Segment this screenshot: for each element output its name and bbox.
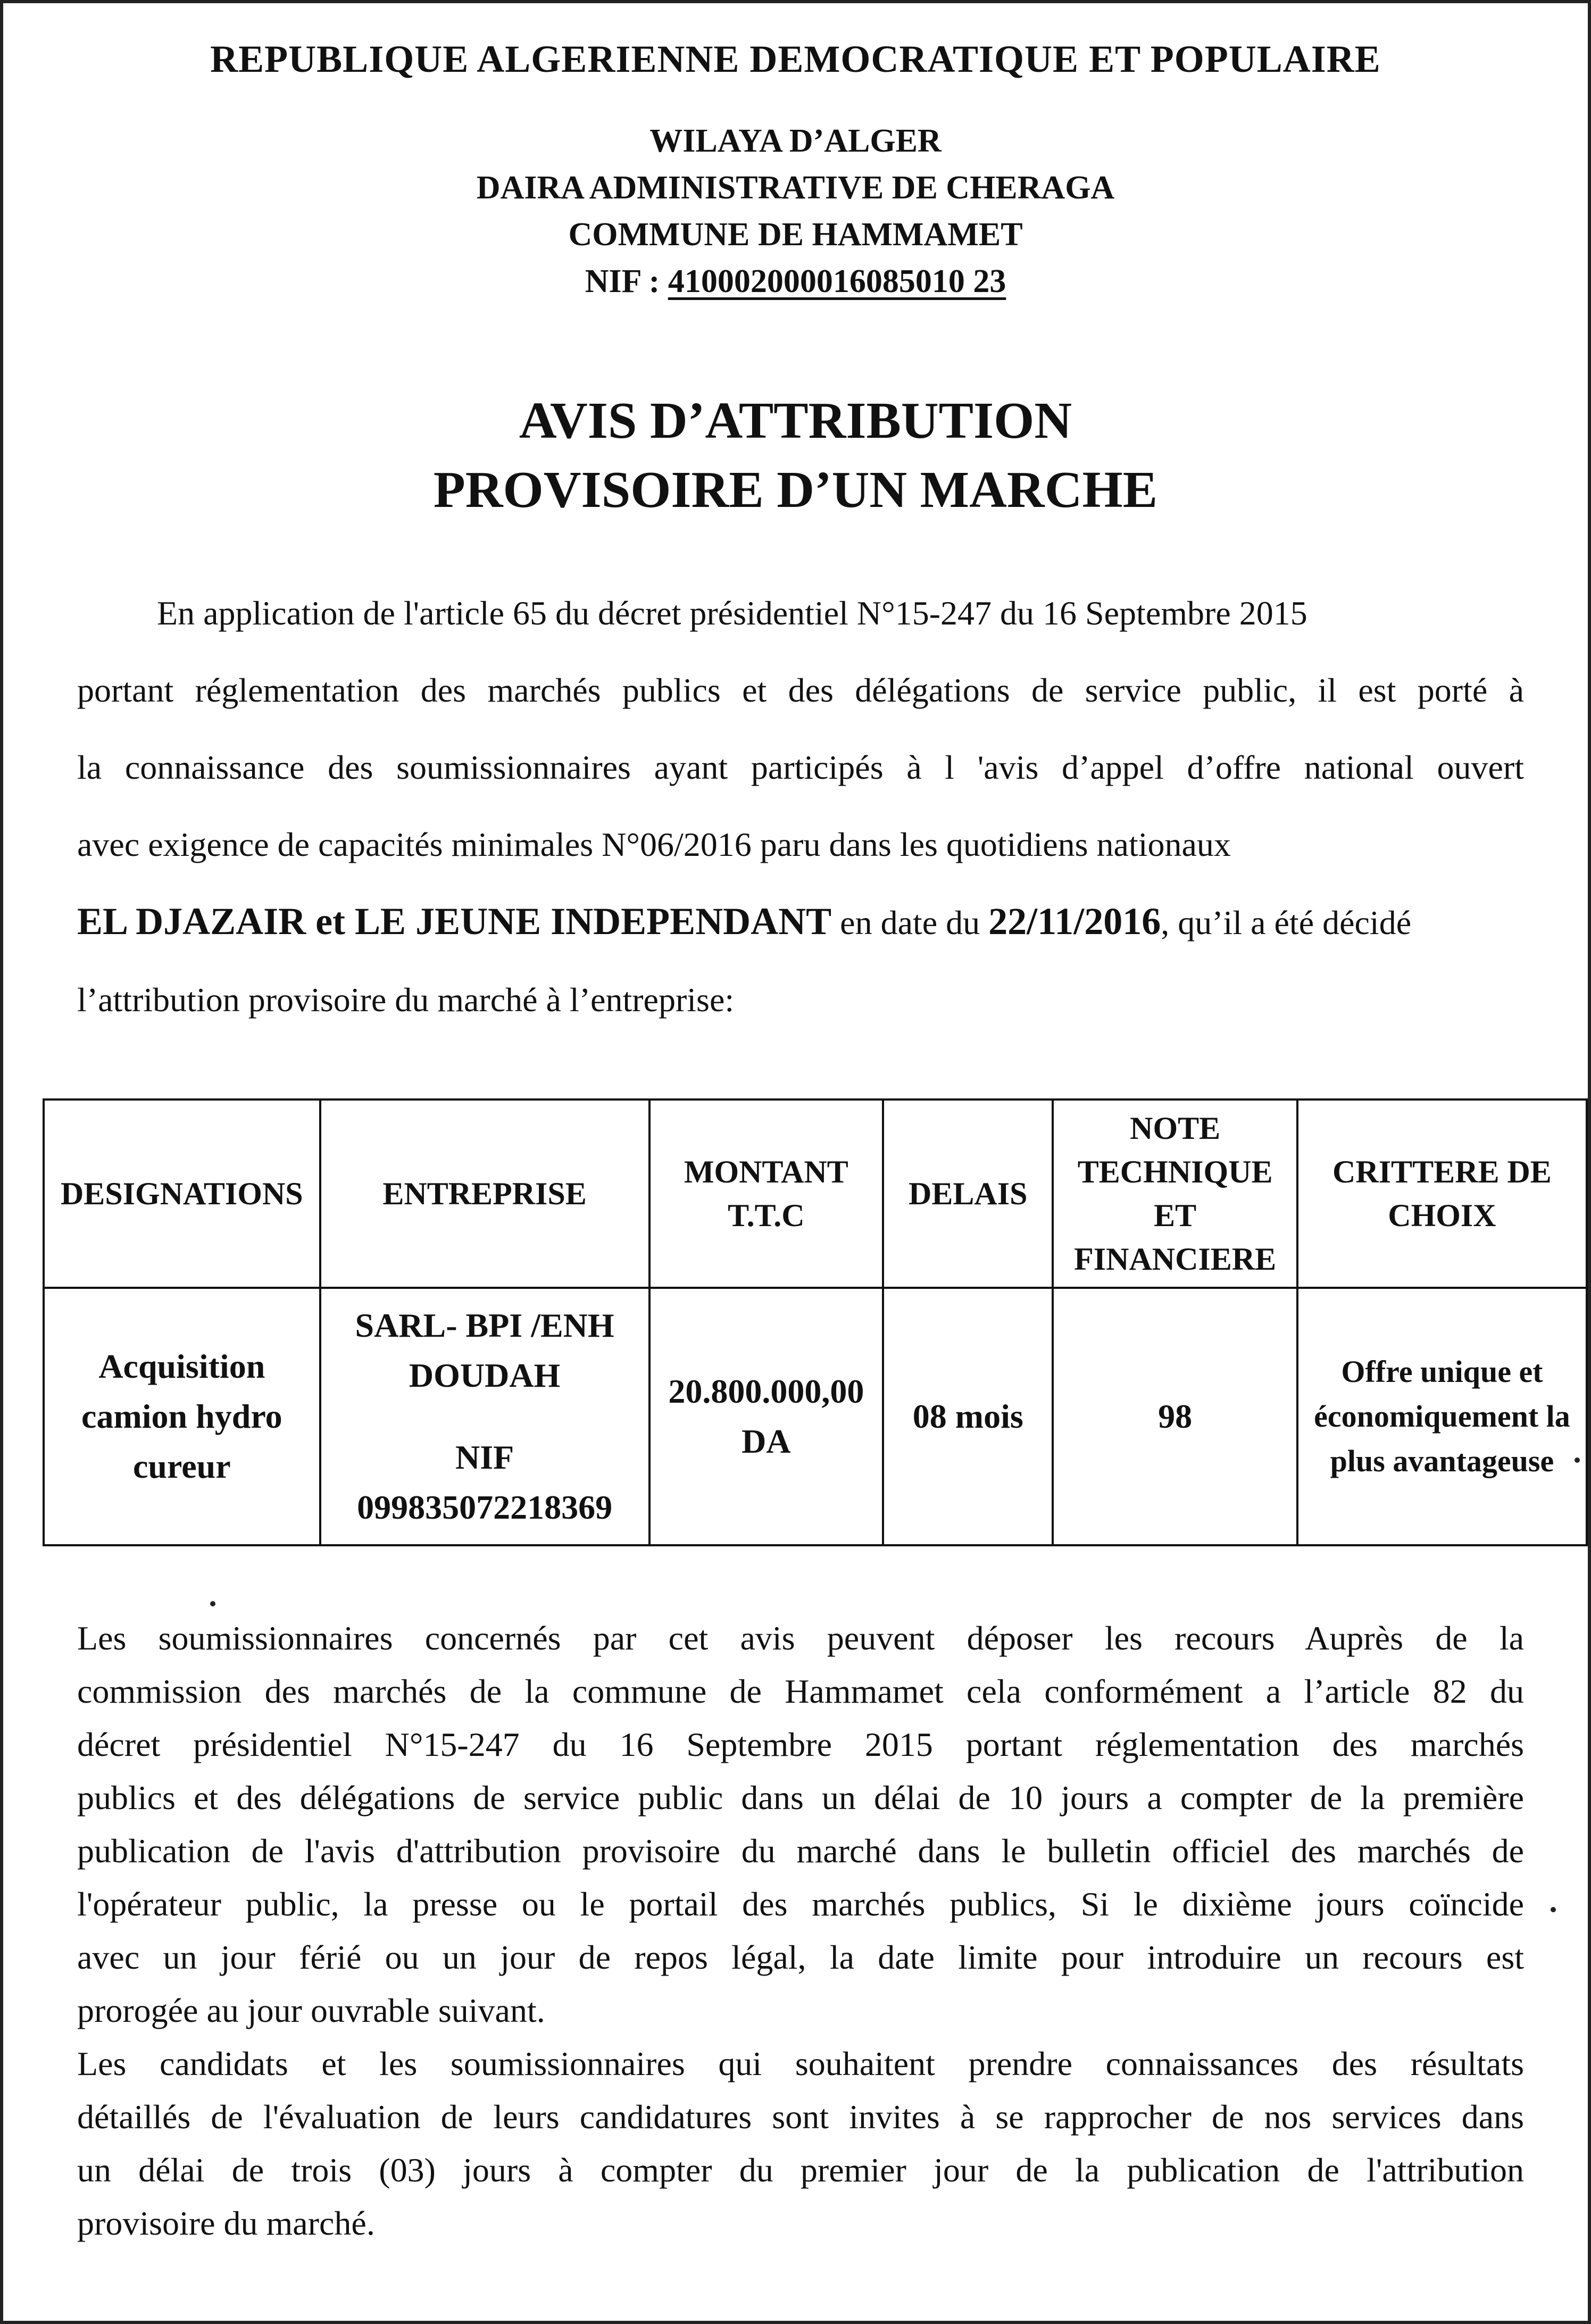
intro-paragraph — [77, 574, 1524, 1038]
intro-line-end: , qu’il a été décidé — [1161, 904, 1412, 942]
header-nif — [0, 263, 1591, 301]
table-row — [44, 1288, 1587, 1545]
newspapers-names: EL DJAZAIR et LE JEUNE INDEPENDANT — [77, 900, 832, 943]
table-header-row — [44, 1099, 1587, 1288]
page-border-left — [0, 0, 3, 2324]
header-commune: COMMUNE DE HAMMAMET — [568, 216, 1023, 253]
cell-designation: Acquisition camion hydro cureur — [44, 1288, 320, 1545]
intro-line-newspapers — [77, 883, 1524, 961]
candidats-line: provisoire du marché. — [77, 2204, 375, 2242]
candidats-line: un délai de trois (03) jours à compter du premier jour de la publication de l'attribution — [77, 2151, 1524, 2189]
recours-line: publication de l'avis d'attribution provisoire du marché dans le bulletin officiel des marchés de — [77, 1832, 1524, 1870]
recours-line: prorogée au jour ouvrable suivant. — [77, 1992, 545, 2029]
header-entreprise: ENTREPRISE — [320, 1099, 649, 1288]
page-border-bottom — [0, 2321, 1591, 2324]
nif-label: NIF : — [585, 263, 668, 299]
page-border-right — [1588, 0, 1591, 2324]
notice-title-line2: PROVISOIRE D’UN MARCHE — [433, 461, 1158, 519]
notice-title-line1: AVIS D’ATTRIBUTION — [519, 392, 1072, 449]
attribution-table — [43, 1098, 1588, 1546]
scan-speck — [1551, 1907, 1556, 1912]
header-wilaya: WILAYA D’ALGER — [649, 123, 942, 159]
entreprise-name: SARL- BPI /ENH DOUDAH — [355, 1306, 614, 1394]
intro-date-prefix: en date du — [831, 904, 989, 942]
recours-line: commission des marchés de la commune de Hammamet cela conformément a l’article 82 du — [77, 1672, 1524, 1710]
intro-line: l’attribution provisoire du marché à l’entreprise: — [77, 981, 735, 1019]
intro-line: avec exigence de capacités minimales N°06/2016 paru dans les quotidiens nationaux — [77, 826, 1231, 863]
page-border-top — [0, 0, 1591, 3]
header-montant: MONTANT T.T.C — [649, 1099, 884, 1288]
candidats-paragraph — [77, 2037, 1524, 2250]
recours-line: avec un jour férié ou un jour de repos légal, la date limite pour introduire un recours est — [77, 1938, 1524, 1976]
entreprise-nif: 099835072218369 — [357, 1488, 613, 1526]
header-note: NOTE TECHNIQUE ET FINANCIERE — [1053, 1099, 1297, 1288]
header-daira: DAIRA ADMINISTRATIVE DE CHERAGA — [476, 170, 1115, 206]
scan-speck — [210, 1601, 215, 1606]
candidats-line: détaillés de l'évaluation de leurs candidatures sont invites à se rapprocher de nos services dans — [77, 2098, 1524, 2136]
entreprise-nif-label: NIF — [455, 1438, 514, 1476]
candidats-line: Les candidats et les soumissionnaires qui souhaitent prendre connaissances des résultats — [77, 2045, 1524, 2083]
intro-line: la connaissance des soumissionnaires ayant participés à l 'avis d’appel d’offre national ouvert — [77, 748, 1524, 786]
publication-date: 22/11/2016 — [988, 900, 1161, 943]
cell-delais: 08 mois — [883, 1288, 1053, 1545]
header-republic: REPUBLIQUE ALGERIENNE DEMOCRATIQUE ET POPULAIRE — [210, 38, 1381, 80]
recours-line: publics et des délégations de service public dans un délai de 10 jours a compter de la première — [77, 1779, 1524, 1817]
recours-paragraph — [77, 1612, 1524, 2037]
cell-critere: Offre unique et économiquement la plus avantageuse — [1297, 1288, 1587, 1545]
header-designations: DESIGNATIONS — [44, 1099, 320, 1288]
cell-entreprise — [320, 1288, 649, 1545]
recours-line: Les soumissionnaires concernés par cet avis peuvent déposer les recours Auprès de la — [77, 1619, 1524, 1657]
intro-line: portant réglementation des marchés publics et des délégations de service public, il est porté à — [77, 671, 1524, 709]
header-critere: CRITTERE DE CHOIX — [1297, 1099, 1587, 1288]
header-delais: DELAIS — [883, 1099, 1053, 1288]
cell-montant: 20.800.000,00 DA — [649, 1288, 884, 1545]
recours-line: décret présidentiel N°15-247 du 16 Septembre 2015 portant réglementation des marchés — [77, 1726, 1524, 1763]
scan-speck — [1575, 1457, 1580, 1463]
cell-note: 98 — [1053, 1288, 1297, 1545]
intro-line: En application de l'article 65 du décret présidentiel N°15-247 du 16 Septembre 2015 — [157, 594, 1307, 632]
nif-number: 410002000016085010 23 — [668, 263, 1006, 299]
recours-line: l'opérateur public, la presse ou le portail des marchés publics, Si le dixième jours coïncide — [77, 1885, 1524, 1923]
